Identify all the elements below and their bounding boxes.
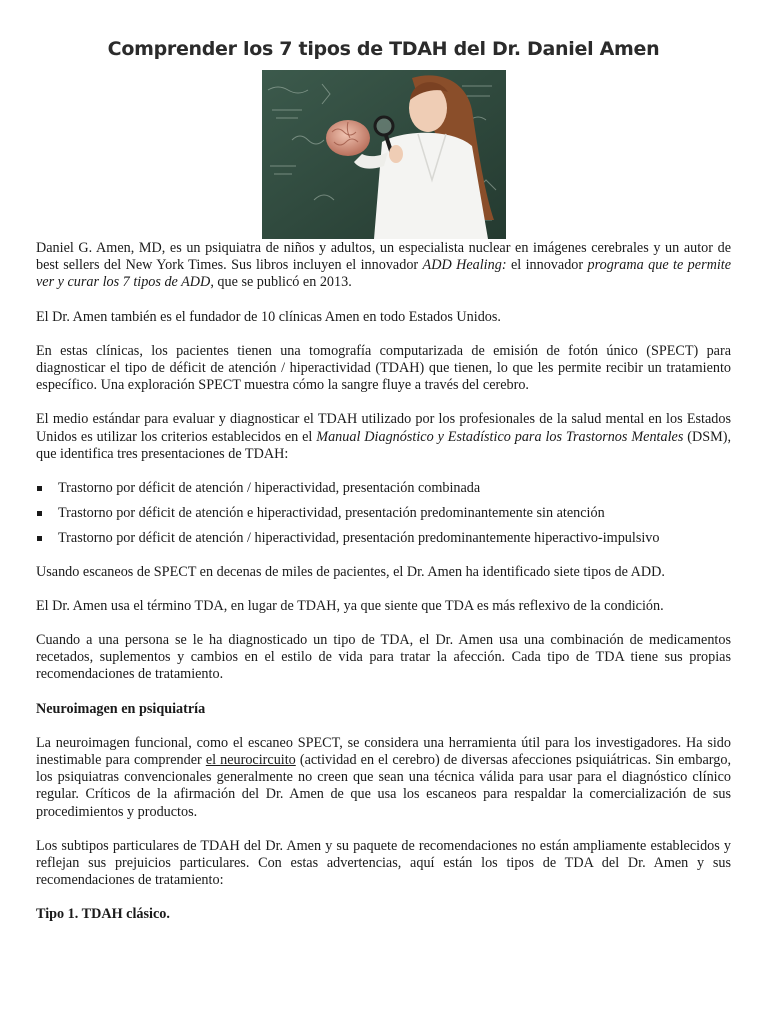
subtypes-paragraph: Los subtipos particulares de TDAH del Dr. Amen y su paquete de recomendaciones no están ampliamente establecidos y reflejan sus prejuicios particulares. Con estas advertencias, aquí están los tipos de TDA del Dr. Amen y sus recomendaciones de tratamiento: xyxy=(36,837,731,889)
article-body xyxy=(36,240,731,941)
tda-term-paragraph: El Dr. Amen usa el término TDA, en lugar de TDAH, ya que siente que TDA es más reflexivo de la condición. xyxy=(36,597,664,614)
spect-paragraph: En estas clínicas, los pacientes tienen una tomografía computarizada de emisión de fotón único (SPECT) para diagnosticar el tipo de déficit de atención / hiperactividad (TDAH) que tienen, lo que les permite recibir un tratamiento específico. Una exploración SPECT muestra cómo la sangre fluye a través del cerebro. xyxy=(36,342,731,394)
intro-text: Daniel G. Amen, MD, es un psiquiatra de niños y adultos, un especialista nuclear en imágenes cerebrales y un autor de best sellers del New York Times. Sus libros incluyen el innovador xyxy=(36,240,731,274)
list-item: Trastorno por déficit de atención e hiperactividad, presentación predominantemente sin atención xyxy=(36,505,731,522)
seven-types-paragraph: Usando escaneos de SPECT en decenas de miles de pacientes, el Dr. Amen ha identificado siete tipos de ADD. xyxy=(36,563,665,580)
neuro-text: La neuroimagen funcional, como el escaneo SPECT, se considera una herramienta útil para los investigadores. Ha sido inestimable para comprender xyxy=(36,734,731,769)
dsm-paragraph xyxy=(36,411,731,463)
type1-heading: Tipo 1. TDAH clásico. xyxy=(36,906,170,923)
girl-with-brain-and-magnifier-photo xyxy=(262,70,506,239)
dsm-text-2: (DSM), que identifica tres presentaciones de TDAH: xyxy=(36,428,731,462)
neuro-text-2: (actividad en el cerebro) de diversas afecciones psiquiátricas. Sin embargo, los psiquiatras convencionales generalmente no creen que sean una técnica válida para usar para el diagnóstico clínico regular. Críticos de la afirmación del Dr. Amen de que usa los escaneos para respaldar la comercialización de sus procedimientos y productos. xyxy=(36,752,731,820)
dsm-manual-title: Manual Diagnóstico y Estadístico para los Trastornos Mentales xyxy=(316,428,684,445)
list-item: Trastorno por déficit de atención / hiperactividad, presentación combinada xyxy=(36,480,731,497)
list-item: Trastorno por déficit de atención / hiperactividad, presentación predominantemente hiperactivo-impulsivo xyxy=(36,530,731,547)
intro-text-2: el innovador xyxy=(506,257,588,274)
book-title-part1: ADD Healing: xyxy=(422,257,507,274)
clinics-paragraph: El Dr. Amen también es el fundador de 10 clínicas Amen en todo Estados Unidos. xyxy=(36,308,501,325)
neuroimaging-paragraph xyxy=(36,735,731,821)
neurocircuit-link[interactable]: el neurocircuito xyxy=(205,752,296,769)
dsm-text: El medio estándar para evaluar y diagnosticar el TDAH utilizado por los profesionales de la salud mental en los Estados Unidos es utilizar los criterios establecidos en el xyxy=(36,411,731,445)
intro-paragraph xyxy=(36,240,731,292)
adhd-presentations-list xyxy=(36,480,731,548)
treatment-paragraph: Cuando a una persona se le ha diagnosticado un tipo de TDA, el Dr. Amen usa una combinación de medicamentos recetados, suplementos y cambios en el estilo de vida para tratar la afección. Cada tipo de TDA tiene sus propias recomendaciones de tratamiento. xyxy=(36,632,731,683)
book-title-part2: programa que te permite ver y curar los 7 tipos de ADD xyxy=(36,257,732,291)
intro-text-3: , que se publicó en 2013. xyxy=(210,274,352,291)
hero-illustration xyxy=(262,70,506,239)
page-title: Comprender los 7 tipos de TDAH del Dr. Daniel Amen xyxy=(107,38,660,60)
neuroimaging-heading: Neuroimagen en psiquiatría xyxy=(36,700,206,717)
